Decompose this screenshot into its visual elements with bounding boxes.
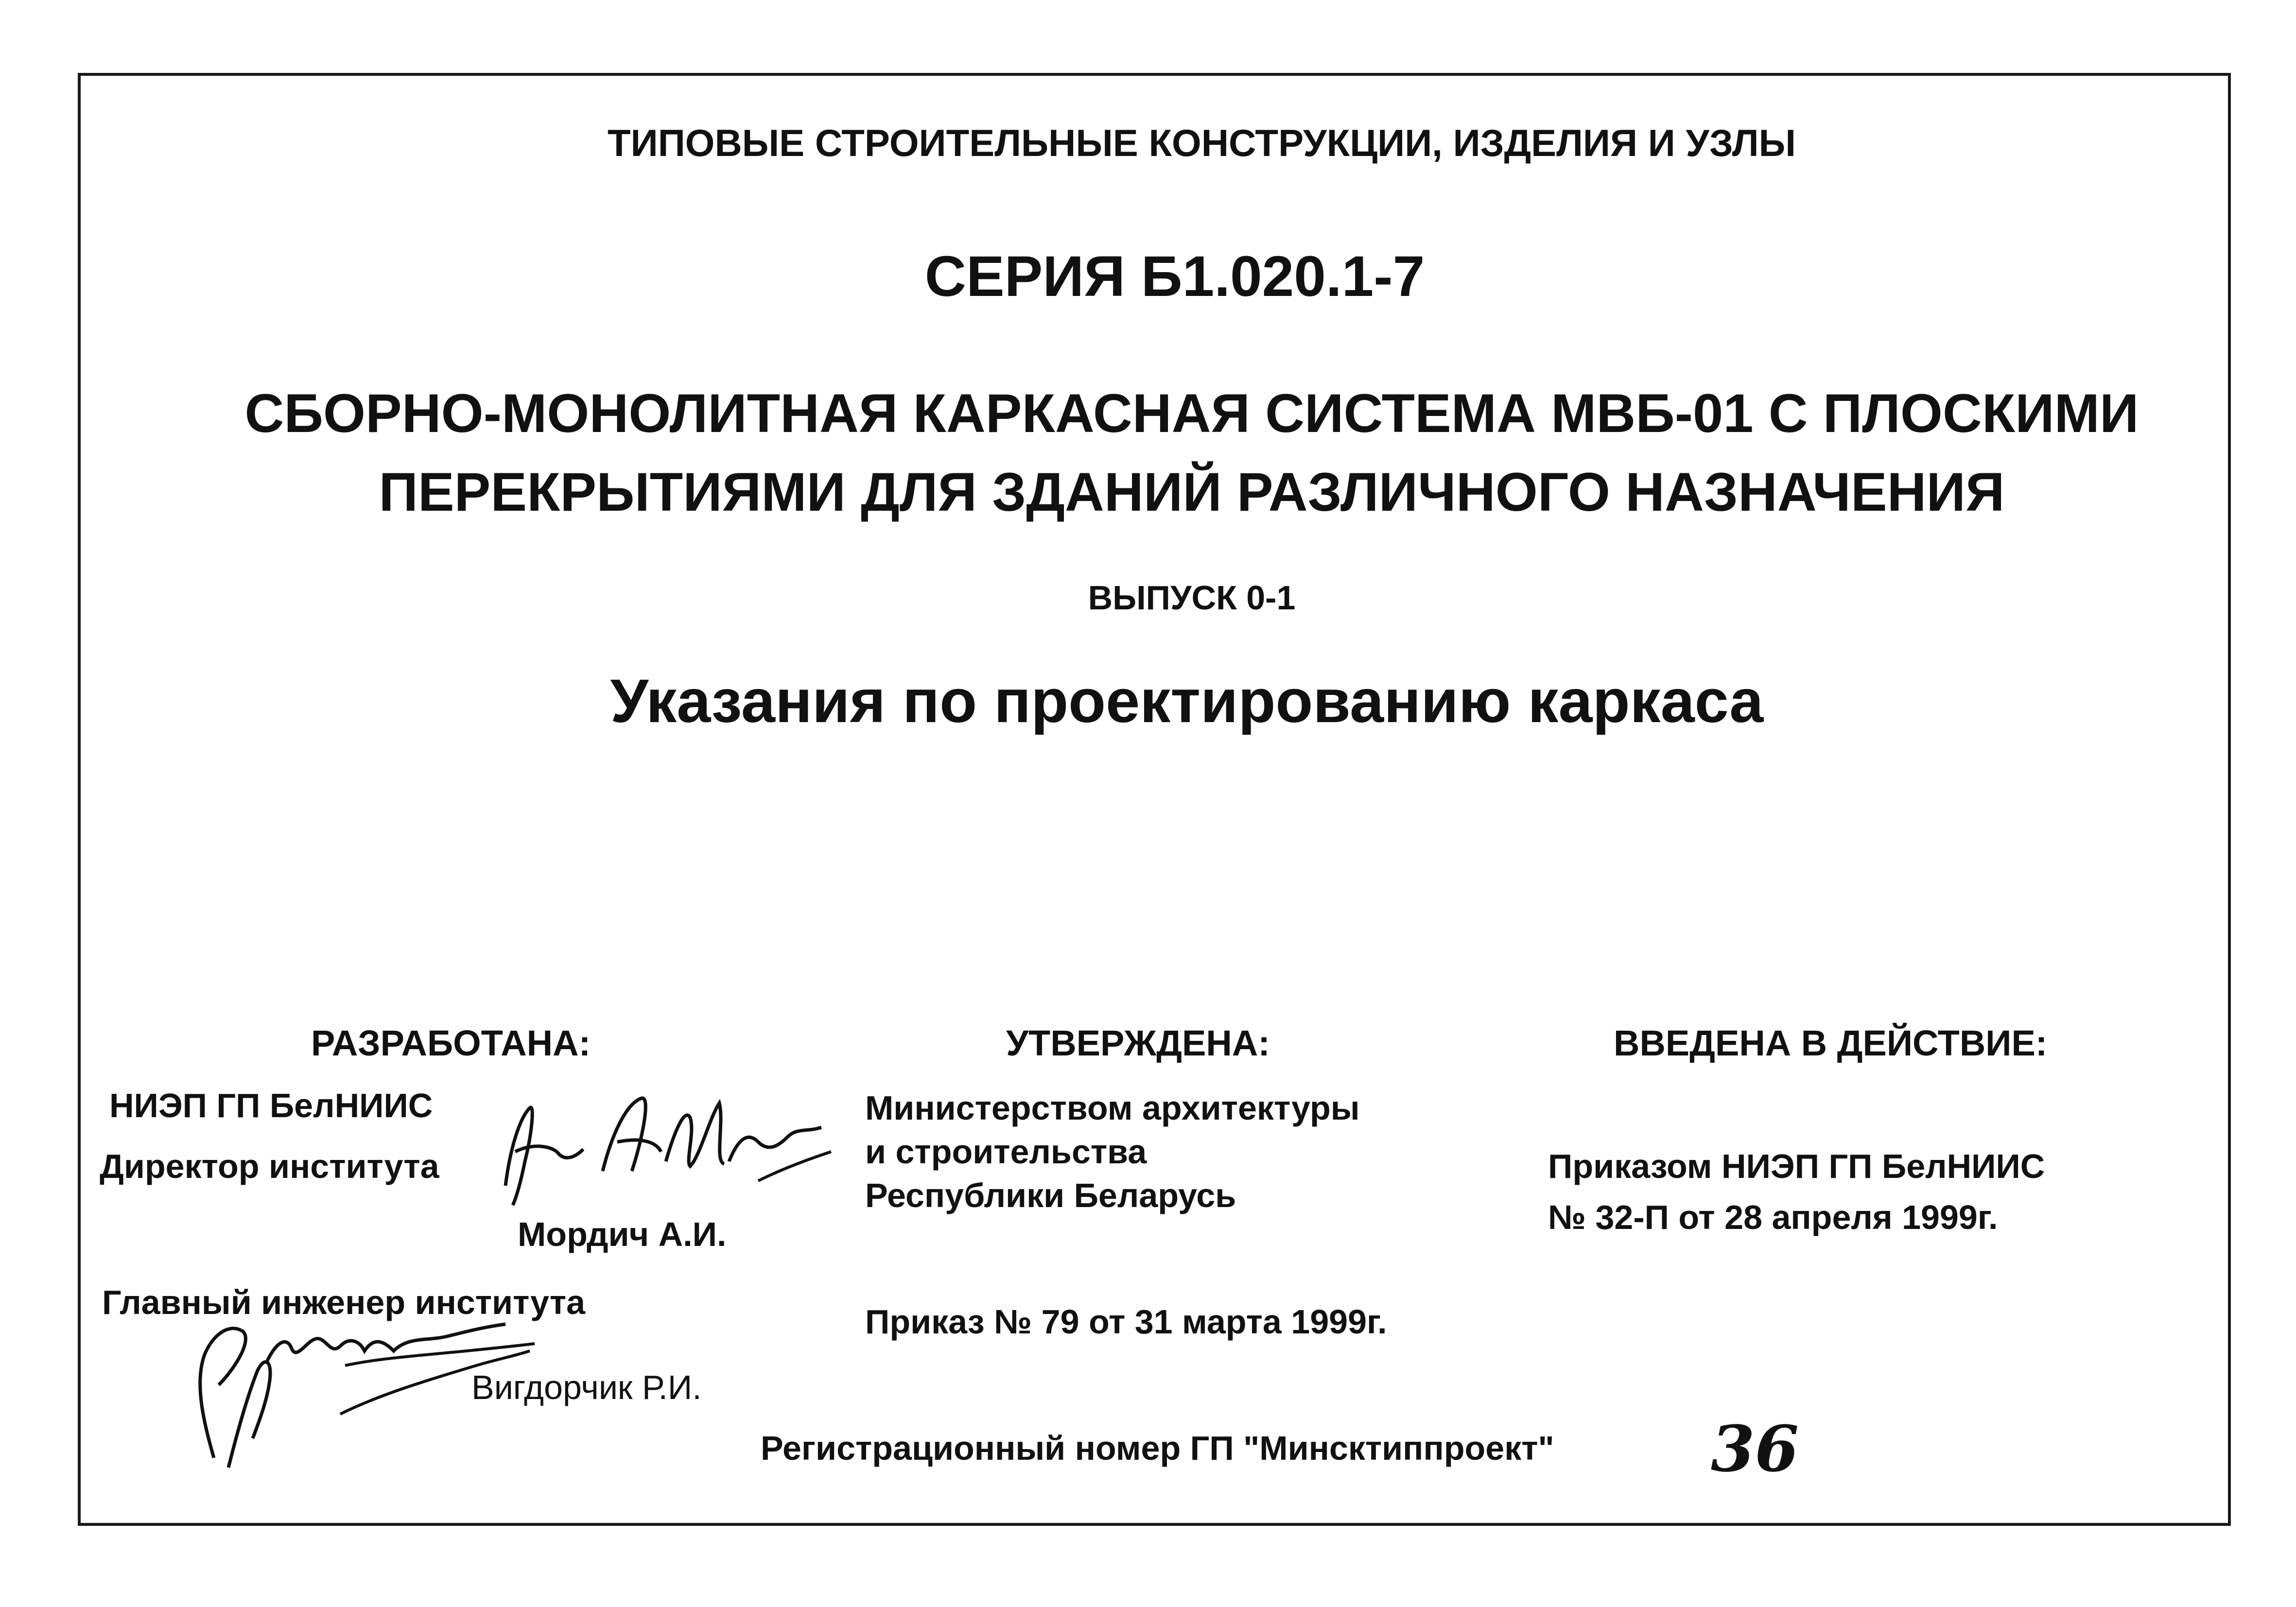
approved-heading: УТВЕРЖДЕНА: [1006, 1023, 1270, 1063]
system-title-line2: ПЕРЕКРЫТИЯМИ ДЛЯ ЗДАНИЙ РАЗЛИЧНОГО НАЗНАЧЕНИЯ [379, 462, 2005, 522]
series-number: СЕРИЯ Б1.020.1-7 [924, 244, 1425, 309]
chief-engineer-name: Вигдорчик Р.И. [471, 1368, 702, 1406]
enacted-heading: ВВЕДЕНА В ДЕЙСТВИЕ: [1614, 1023, 2048, 1063]
system-title [0, 374, 2296, 532]
approved-order: Приказ № 79 от 31 марта 1999г. [865, 1303, 1387, 1341]
developed-heading: РАЗРАБОТАНА: [311, 1023, 591, 1063]
chief-engineer-signature [175, 1302, 574, 1487]
series-type: ТИПОВЫЕ СТРОИТЕЛЬНЫЕ КОНСТРУКЦИИ, ИЗДЕЛИЯ И УЗЛЫ [608, 121, 1796, 164]
document-title: Указания по проектированию каркаса [610, 667, 1764, 735]
approved-line2: и строительства [865, 1133, 1147, 1171]
director-signature [486, 1089, 836, 1215]
system-title-line1: СБОРНО-МОНОЛИТНАЯ КАРКАСНАЯ СИСТЕМА МВБ-01 С ПЛОСКИМИ [244, 383, 2139, 444]
developed-organization: НИЭП ГП БелНИИС [109, 1087, 433, 1124]
registration-label: Регистрационный номер ГП "Минсктиппроект" [761, 1429, 1554, 1467]
chief-engineer-label: Главный инженер института [102, 1283, 586, 1321]
enacted-line1: Приказом НИЭП ГП БелНИИС [1548, 1147, 2045, 1185]
director-name: Мордич А.И. [518, 1215, 727, 1253]
enacted-line2: № 32-П от 28 апреля 1999г. [1548, 1198, 1998, 1236]
issue-number: ВЫПУСК 0-1 [1088, 579, 1296, 617]
approved-line3: Республики Беларусь [865, 1176, 1236, 1214]
registration-number: 36 [1711, 1412, 1799, 1486]
director-label: Директор института [100, 1147, 439, 1185]
approved-line1: Министерством архитектуры [865, 1089, 1360, 1127]
